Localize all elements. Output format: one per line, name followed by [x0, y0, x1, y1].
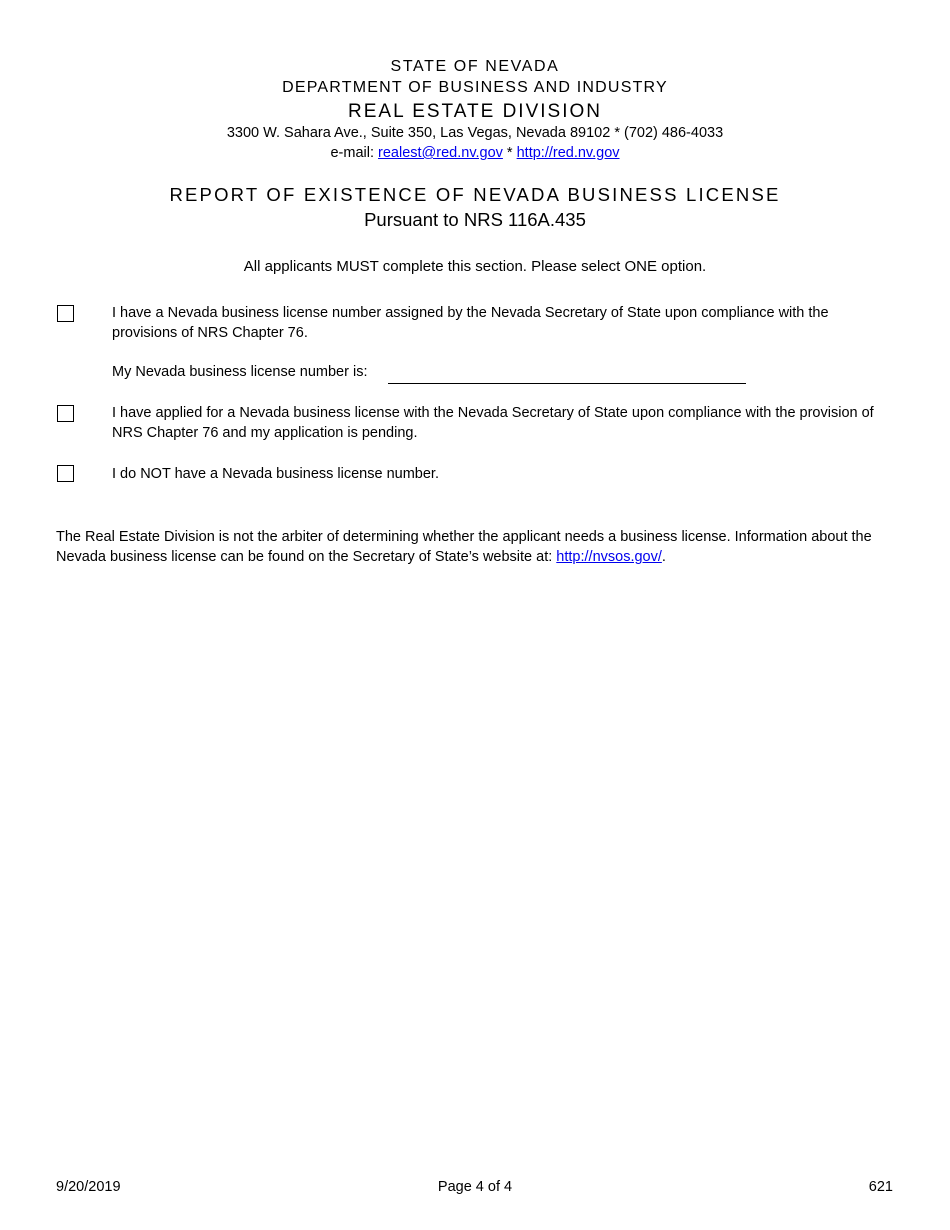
contact-line — [0, 144, 950, 162]
email-label: e-mail: — [330, 145, 379, 161]
footer-date: 9/20/2019 — [56, 1179, 121, 1195]
agency-state: STATE OF NEVADA — [390, 58, 560, 75]
option-3-checkbox[interactable] — [57, 465, 74, 482]
disclaimer-text: The Real Estate Division is not the arbiter of determining whether the applicant needs a business license. Information about the Nevada business license can be found on the Secretary of State’s website at: — [56, 529, 872, 565]
option-1-checkbox[interactable] — [57, 305, 74, 322]
agency-department: DEPARTMENT OF BUSINESS AND INDUSTRY — [282, 79, 668, 96]
form-title: REPORT OF EXISTENCE OF NEVADA BUSINESS LICENSE — [169, 184, 781, 205]
footer-form-number: 621 — [868, 1179, 893, 1195]
option-2-text: I have applied for a Nevada business license with the Nevada Secretary of State upon compliance with the provision of NRS Chapter 76 and my application is pending. — [112, 405, 874, 441]
footer-page-number: Page 4 of 4 — [437, 1179, 513, 1195]
agency-division: REAL ESTATE DIVISION — [348, 101, 602, 122]
disclaimer-note — [56, 527, 896, 567]
disclaimer-period: . — [661, 549, 666, 565]
website-link[interactable]: http://red.nv.gov — [516, 145, 620, 161]
option-1-text: I have a Nevada business license number assigned by the Nevada Secretary of State upon compliance with the provisions of NRS Chapter 76. — [112, 305, 829, 341]
option-3-text: I do NOT have a Nevada business license number. — [112, 466, 439, 482]
form-instruction: All applicants MUST complete this section. Please select ONE option. — [243, 258, 707, 275]
form-subtitle: Pursuant to NRS 116A.435 — [364, 209, 586, 230]
nvsos-link[interactable]: http://nvsos.gov/ — [556, 549, 662, 565]
option-2-checkbox[interactable] — [57, 405, 74, 422]
license-number-label: My Nevada business license number is: — [112, 364, 368, 380]
agency-address: 3300 W. Sahara Ave., Suite 350, Las Vegas, Nevada 89102 * (702) 486-4033 — [226, 125, 724, 141]
license-number-field[interactable] — [388, 363, 746, 384]
contact-separator: * — [502, 145, 517, 161]
email-link[interactable]: realest@red.nv.gov — [378, 145, 503, 161]
